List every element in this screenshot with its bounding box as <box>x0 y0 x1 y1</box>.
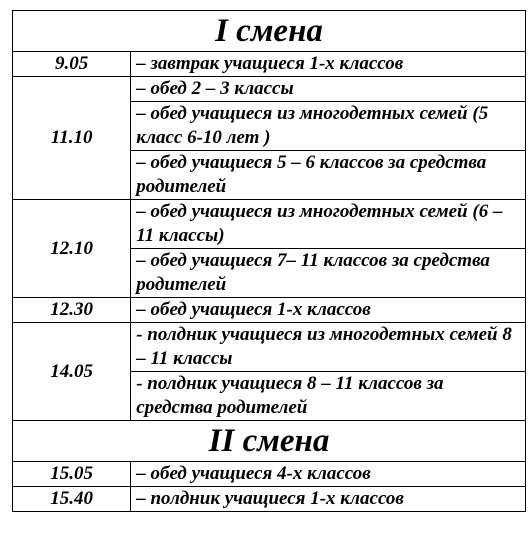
time-cell: 14.05 <box>13 323 131 421</box>
time-cell: 12.30 <box>13 298 131 323</box>
schedule-row <box>13 200 526 249</box>
meal-description: – полдник учащиеся 1-х классов <box>131 487 526 512</box>
schedule-row <box>13 77 526 102</box>
meal-description: – завтрак учащиеся 1-х классов <box>131 52 526 77</box>
schedule-row <box>13 487 526 512</box>
meal-description: – обед учащиеся 5 – 6 классов за средства родителей <box>131 151 526 200</box>
meal-description: - полдник учащиеся 8 – 11 классов за средства родителей <box>131 372 526 421</box>
meal-description: – обед учащиеся 1-х классов <box>131 298 526 323</box>
time-cell: 11.10 <box>13 77 131 200</box>
schedule-row <box>13 298 526 323</box>
meal-description: – обед учащиеся из многодетных семей (6 – 11 классы) <box>131 200 526 249</box>
meal-description: – обед учащиеся 7– 11 классов за средства родителей <box>131 249 526 298</box>
schedule-row <box>13 462 526 487</box>
time-cell: 15.40 <box>13 487 131 512</box>
time-cell: 12.10 <box>13 200 131 298</box>
shift-header-row <box>13 421 526 462</box>
time-cell: 15.05 <box>13 462 131 487</box>
meal-description: – обед учащиеся из многодетных семей (5 класс 6-10 лет ) <box>131 102 526 151</box>
shift-header-row <box>13 11 526 52</box>
meal-schedule-table <box>12 10 526 512</box>
meal-description: - полдник учащиеся из многодетных семей 8 – 11 классы <box>131 323 526 372</box>
schedule-row <box>13 323 526 372</box>
shift-1-title: I смена <box>13 11 526 52</box>
meal-description: – обед 2 – 3 классы <box>131 77 526 102</box>
shift-2-title: II смена <box>13 421 526 462</box>
time-cell: 9.05 <box>13 52 131 77</box>
schedule-row <box>13 52 526 77</box>
meal-description: – обед учащиеся 4-х классов <box>131 462 526 487</box>
